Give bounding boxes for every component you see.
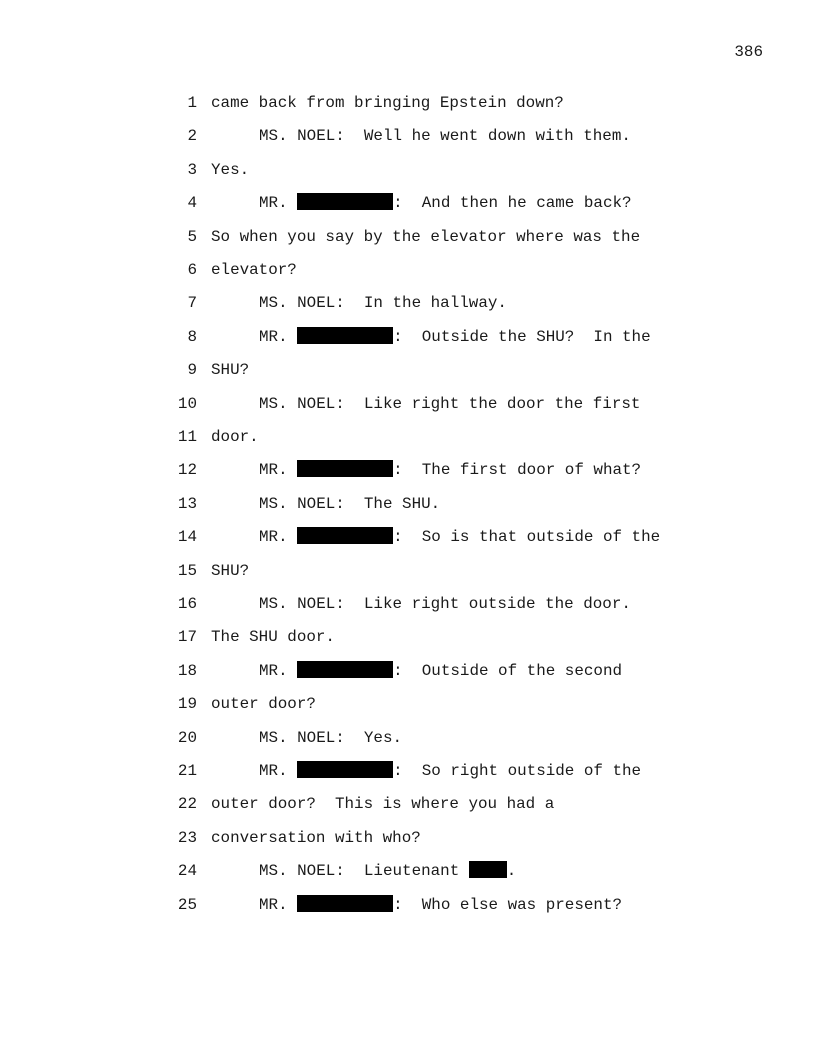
redaction-box (297, 661, 393, 678)
line-text (211, 360, 249, 380)
line-number: 13 (177, 494, 197, 513)
redaction-box (297, 327, 393, 344)
line-segment: door. (211, 428, 259, 446)
line-segment: MR. (259, 327, 298, 346)
line-segment: : So is that outside of the (393, 528, 661, 547)
line-number: 8 (187, 327, 197, 346)
line-number: 11 (177, 428, 197, 446)
line-segment: MS. NOEL: Yes. (259, 728, 403, 747)
redaction-box (469, 861, 507, 878)
line-text (259, 861, 516, 881)
line-number: 5 (187, 227, 197, 246)
line-text (211, 694, 316, 714)
line-segment: MS. NOEL: In the hallway. (259, 294, 507, 313)
line-number: 17 (177, 628, 197, 647)
line-text (259, 761, 641, 781)
line-number: 7 (187, 294, 197, 313)
line-text (211, 93, 564, 113)
line-text (259, 126, 631, 146)
line-text (259, 460, 641, 480)
line-text (211, 561, 249, 581)
line-number: 16 (177, 595, 197, 613)
line-text (259, 895, 622, 915)
redaction-box (297, 527, 393, 544)
line-number: 4 (187, 194, 197, 213)
line-segment: MS. NOEL: Lieutenant (259, 862, 469, 881)
line-segment: SHU? (211, 561, 250, 580)
line-segment: : So right outside of the (393, 762, 642, 780)
line-segment: conversation with who? (211, 828, 421, 847)
line-text (211, 227, 640, 247)
redaction-box (297, 193, 393, 210)
line-number: 6 (187, 261, 197, 279)
line-segment: : Outside of the second (393, 661, 623, 680)
line-segment: : Who else was present? (393, 895, 623, 914)
line-text (259, 594, 631, 614)
line-number: 2 (187, 127, 197, 146)
line-segment: MR. (259, 895, 298, 914)
line-segment: MS. NOEL: Well he went down with them. (259, 127, 631, 146)
line-number: 10 (177, 394, 197, 413)
line-segment: . (506, 862, 517, 881)
line-segment: MR. (259, 661, 298, 680)
line-segment: MS. NOEL: The SHU. (259, 494, 441, 513)
line-text (259, 193, 632, 213)
line-number: 9 (187, 361, 197, 380)
line-text (259, 394, 640, 414)
line-number: 3 (187, 160, 197, 179)
line-segment: : The first door of what? (393, 461, 642, 480)
line-segment: Yes. (211, 160, 250, 179)
redaction-box (297, 761, 393, 778)
line-segment: MR. (259, 528, 298, 547)
line-segment: : And then he came back? (393, 194, 632, 213)
line-number: 18 (177, 661, 197, 680)
line-segment: outer door? This is where you had a (211, 795, 555, 814)
line-text (211, 427, 259, 447)
line-number: 12 (177, 461, 197, 480)
line-text (259, 293, 507, 313)
line-number: 20 (177, 728, 197, 747)
redaction-box (297, 460, 393, 477)
line-segment: MS. NOEL: Like right the door the first (259, 394, 641, 413)
line-segment: MS. NOEL: Like right outside the door. (259, 595, 631, 613)
line-segment: So when you say by the elevator where was the (211, 227, 641, 246)
line-number: 14 (177, 528, 197, 547)
page-number: 386 (734, 43, 763, 61)
line-number: 15 (177, 561, 197, 580)
line-text (211, 260, 297, 280)
line-text (259, 661, 622, 681)
line-text (259, 527, 660, 547)
line-segment: MR. (259, 762, 298, 780)
line-segment: : Outside the SHU? In the (393, 327, 651, 346)
line-text (259, 494, 440, 514)
line-segment: SHU? (211, 361, 250, 380)
line-number: 21 (177, 762, 197, 780)
line-text (211, 794, 554, 814)
line-segment: outer door? (211, 695, 316, 714)
line-segment: elevator? (211, 261, 297, 279)
line-text (211, 160, 249, 180)
line-segment: came back from bringing Epstein down? (211, 94, 564, 112)
line-number: 19 (177, 695, 197, 714)
line-number: 24 (177, 862, 197, 881)
line-number: 23 (177, 828, 197, 847)
line-number: 22 (177, 795, 197, 814)
line-segment: The SHU door. (211, 628, 335, 647)
line-text (259, 728, 402, 748)
line-segment: MR. (259, 461, 298, 480)
redaction-box (297, 895, 393, 912)
line-text (211, 828, 421, 848)
line-number: 1 (187, 94, 197, 112)
line-segment: MR. (259, 194, 298, 213)
line-number: 25 (177, 895, 197, 914)
line-text (211, 627, 335, 647)
line-text (259, 327, 651, 347)
